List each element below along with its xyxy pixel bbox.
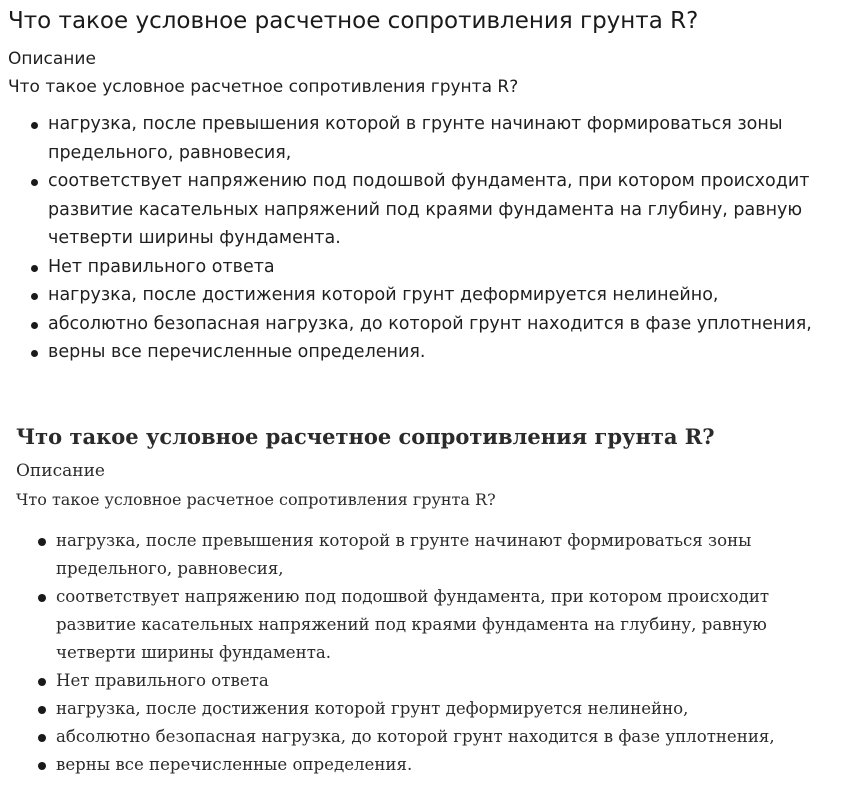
answer-option-text: нагрузка, после достижения которой грунт деформируется нелинейно, — [48, 285, 719, 305]
answer-option-text: абсолютно безопасная нагрузка, до которой грунт находится в фазе уплотнения, — [56, 727, 775, 746]
answer-option — [48, 253, 840, 282]
answer-options-list — [8, 110, 840, 367]
answer-option — [48, 338, 840, 367]
bullet-icon — [38, 734, 46, 742]
answer-option — [56, 751, 841, 779]
bullet-icon — [31, 265, 38, 272]
bullet-icon — [31, 350, 38, 357]
bullet-icon — [38, 706, 46, 714]
question-title: Что такое условное расчетное сопротивления грунта R? — [16, 424, 715, 449]
answer-option-text: нагрузка, после достижения которой грунт деформируется нелинейно, — [56, 699, 689, 718]
answer-option-text: Нет правильного ответа — [56, 671, 269, 690]
answer-option-text: верны все перечисленные определения. — [56, 755, 413, 774]
bullet-icon — [38, 538, 46, 546]
description-label: Описание — [16, 461, 105, 481]
question-text: Что такое условное расчетное сопротивления грунта R? — [16, 490, 496, 509]
question-block-1 — [8, 6, 840, 367]
answer-option — [48, 310, 840, 339]
question-block-2 — [16, 422, 841, 779]
answer-option-text: Нет правильного ответа — [48, 256, 275, 277]
answer-option — [48, 281, 840, 310]
answer-option-text: соответствует напряжению под подошвой фундамента, при котором происходит развитие касательных напряжений под краями фундамента на глубину, равную четверти ширины фундамента. — [56, 587, 770, 662]
answer-option-text: абсолютно безопасная нагрузка, до которой грунт находится в фазе уплотнения, — [48, 313, 812, 334]
bullet-icon — [38, 678, 46, 686]
answer-option-text: верны все перечисленные определения. — [48, 342, 426, 362]
answer-option-text: нагрузка, после превышения которой в грунте начинают формироваться зоны предельного, равновесия, — [48, 114, 783, 163]
answer-option — [56, 695, 841, 723]
bullet-icon — [31, 293, 38, 300]
bullet-icon — [38, 762, 46, 770]
answer-option-text: соответствует напряжению под подошвой фундамента, при котором происходит развитие касательных напряжений под краями фундамента на глубину, равную четверти ширины фундамента. — [48, 171, 810, 248]
bullet-icon — [31, 122, 38, 129]
question-text: Что такое условное расчетное сопротивления грунта R? — [8, 77, 519, 97]
answer-option — [56, 723, 841, 751]
answer-option — [56, 667, 841, 695]
answer-option — [48, 110, 840, 167]
answer-option-text: нагрузка, после превышения которой в грунте начинают формироваться зоны предельного, равновесия, — [56, 531, 752, 578]
answer-options-list — [16, 527, 841, 779]
bullet-icon — [38, 594, 46, 602]
bullet-icon — [31, 179, 38, 186]
answer-option — [56, 583, 841, 667]
answer-option — [56, 527, 841, 583]
question-title: Что такое условное расчетное сопротивления грунта R? — [8, 8, 699, 34]
bullet-icon — [31, 322, 38, 329]
answer-option — [48, 167, 840, 253]
description-label: Описание — [8, 49, 96, 69]
